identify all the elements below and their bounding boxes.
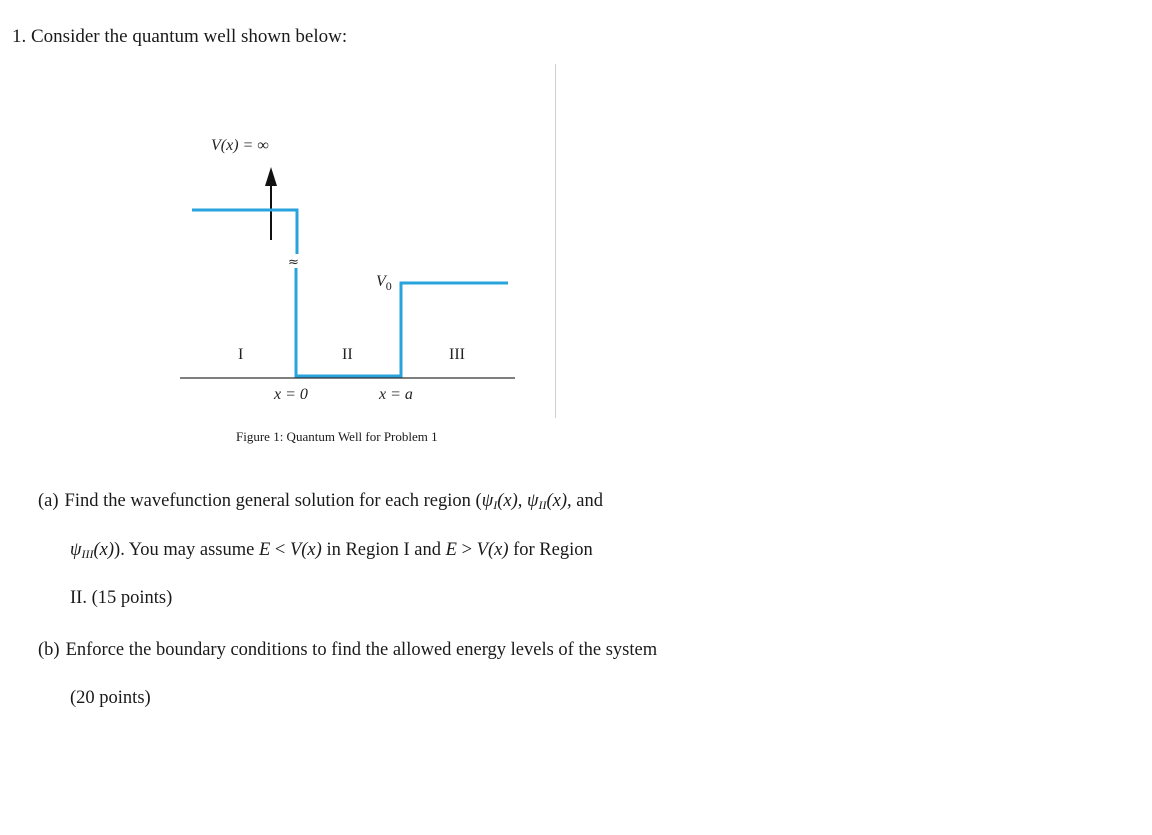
psi-symbol: ψ [70, 540, 82, 560]
energy-symbol: E [445, 540, 457, 560]
greater-than: > [456, 540, 477, 560]
question-text: Consider the quantum well shown below: [31, 26, 348, 47]
arrow-up-icon [265, 167, 277, 186]
less-than: < [270, 540, 290, 560]
part-a-line-3: II. (15 points) [70, 588, 173, 608]
part-a-text-4: for Region [508, 540, 593, 560]
region-label-2: II [342, 346, 353, 363]
region-label-3: III [449, 346, 465, 363]
part-a-label: (a) [38, 491, 59, 511]
potential-curve-lower [296, 268, 508, 376]
and-text: , and [567, 491, 604, 511]
energy-symbol: E [258, 540, 271, 560]
part-b-line-1 [38, 640, 657, 661]
part-a-text-3: in Region I and [321, 540, 446, 560]
part-b-text-1: Enforce the boundary conditions to find the allowed energy levels of the system [65, 640, 658, 660]
part-a-line-2 [70, 540, 593, 561]
psi-sub-ii: II [538, 498, 547, 512]
part-a-line-1 [38, 491, 603, 512]
psi-arg: (x) [497, 491, 518, 511]
part-b-label: (b) [38, 640, 60, 660]
potential-curve [192, 210, 297, 254]
psi-sub-iii: III [81, 547, 94, 561]
figure-caption: Figure 1: Quantum Well for Problem 1 [236, 429, 438, 444]
psi-sub-i: I [493, 498, 498, 512]
psi-arg: (x) [93, 540, 115, 560]
separator: , [517, 491, 527, 511]
part-a-text-2: ). You may assume [114, 540, 259, 560]
potential-symbol: V(x) [289, 540, 322, 560]
x-a-label: x = a [379, 386, 413, 403]
x-zero-label: x = 0 [274, 386, 308, 403]
region-label-1: I [238, 346, 244, 363]
part-a-text-1: Find the wavefunction general solution for each region ( [64, 491, 482, 511]
psi-symbol: ψ [481, 491, 494, 511]
potential-symbol: V(x) [476, 540, 509, 560]
axis-break-symbol: ≈ [288, 255, 299, 270]
psi-arg: (x) [546, 491, 568, 511]
psi-symbol: ψ [527, 491, 539, 511]
question-number: 1. [12, 26, 27, 47]
potential-infinite-label: V(x) = ∞ [211, 137, 269, 154]
v0-label: $V_0$ [376, 273, 392, 293]
part-b-line-2: (20 points) [70, 688, 151, 708]
